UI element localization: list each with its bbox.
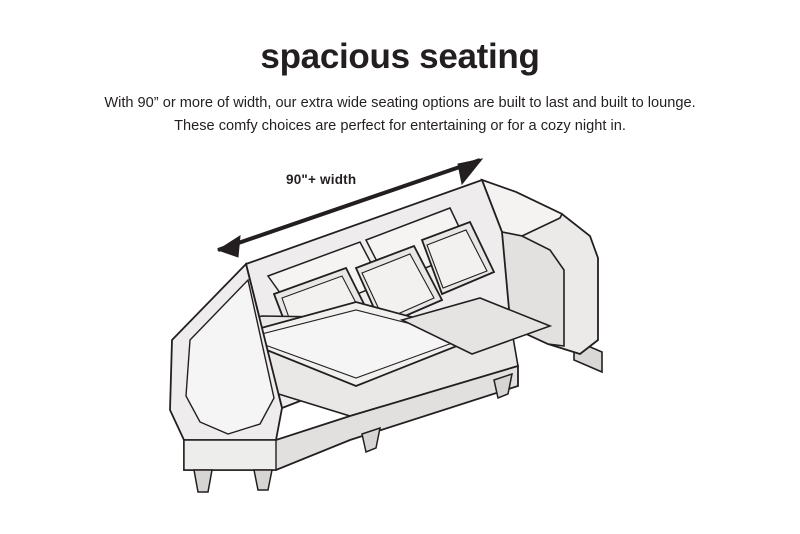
- wide-sofa-line-drawing-icon: [150, 140, 670, 520]
- page-title: spacious seating: [260, 37, 540, 76]
- subcopy-line-1: With 90” or more of width, our extra wide seating options are built to last and built to lounge.: [104, 95, 696, 111]
- page-subcopy: [0, 92, 800, 137]
- subcopy-line-2: These comfy choices are perfect for entertaining or for a cozy night in.: [174, 117, 626, 134]
- dimension-label: 90"+ width: [286, 172, 357, 187]
- sofa-illustration: [150, 140, 670, 520]
